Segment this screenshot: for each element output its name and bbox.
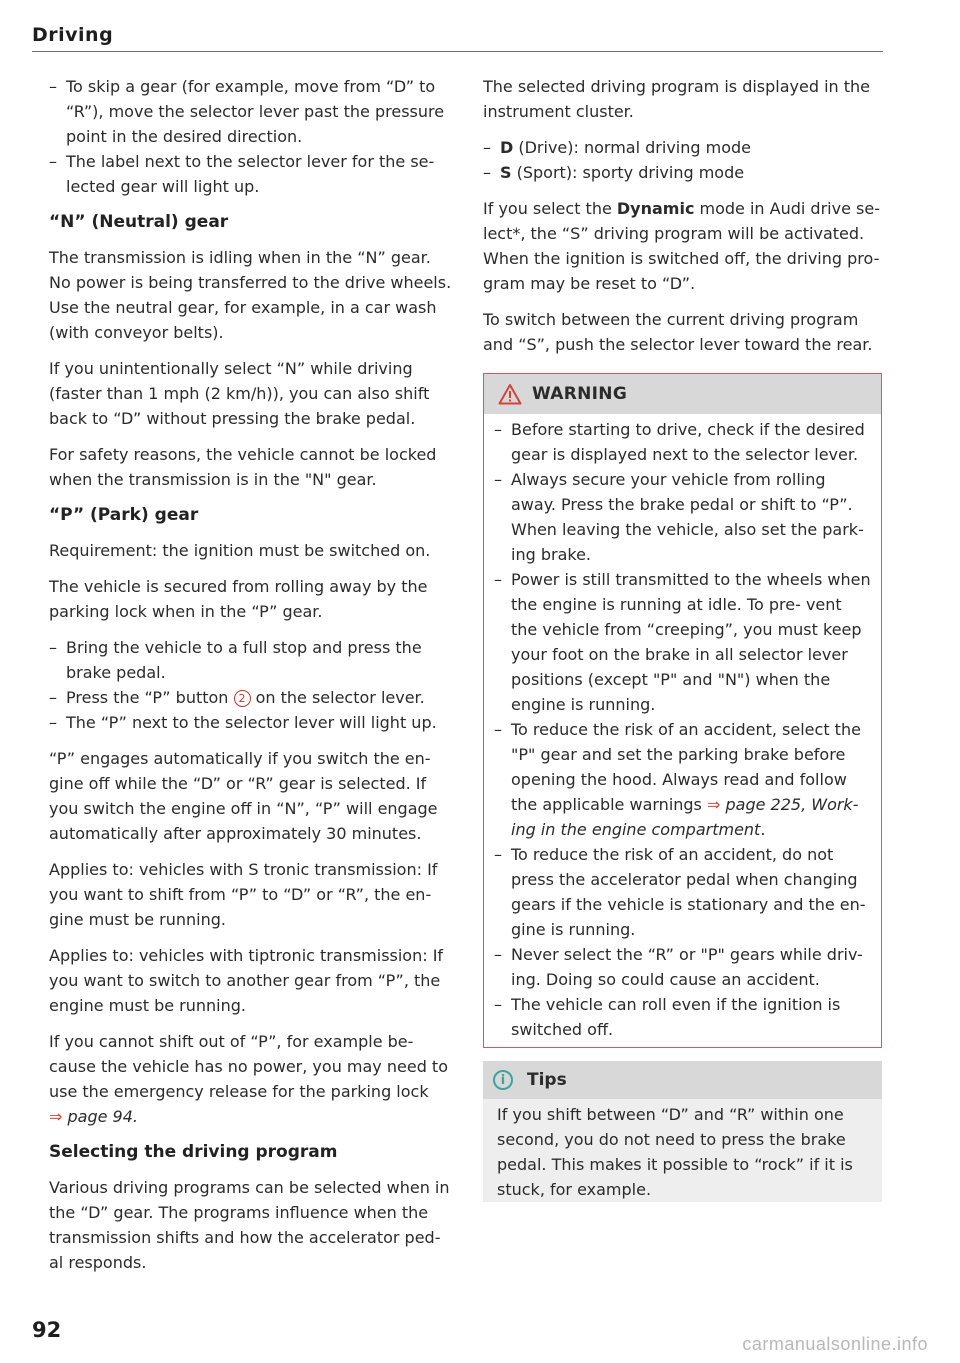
dash-bullet: –: [494, 570, 502, 589]
tips-header: [483, 1061, 882, 1099]
paragraph: The vehicle is secured from rolling away by the parking lock when in the “P” gear.: [49, 577, 428, 621]
list-item: [494, 717, 871, 842]
heading-park-gear: “P” (Park) gear: [49, 505, 199, 525]
paragraph: The transmission is idling when in the “N” gear. No power is being transferred to the drive wheels. Use the neutral gear, for example, in a car wash (with conveyor belts).: [49, 248, 452, 342]
dash-bullet: –: [483, 163, 491, 182]
list-item-text: Press the “P” button: [66, 688, 234, 707]
list-item-text: Never select the “R” or "P" gears while driv- ing. Doing so could cause an accident.: [511, 945, 863, 989]
list-item-text: Always secure your vehicle from rolling away. Press the brake pedal or shift to “P”. When leaving the vehicle, also set the park- ing brake.: [511, 470, 864, 564]
info-icon: i: [493, 1070, 513, 1090]
tips-box: [483, 1061, 882, 1202]
heading-neutral-gear: “N” (Neutral) gear: [49, 212, 229, 232]
paragraph: If you unintentionally select “N” while driving (faster than 1 mph (2 km/h)), you can also shift back to “D” without pressing the brake pedal.: [49, 359, 430, 428]
paragraph-text: If you cannot shift out of “P”, for example be- cause the vehicle has no power, you may need to use the emergency release for the parking lock: [49, 1032, 448, 1101]
emphasis-text: Dynamic: [616, 199, 695, 218]
dash-bullet: –: [49, 152, 57, 171]
list-item-text: Power is still transmitted to the wheels when the engine is running at idle. To pre- vent the vehicle from “creeping”, you must keep your foot on the brake in all selector lever positions (except "P" and "N") when the engine is running.: [511, 570, 871, 714]
page-number: 92: [32, 1318, 62, 1342]
list-item: [494, 467, 871, 567]
list-item: [494, 942, 871, 992]
list-item-text: The “P” next to the selector lever will light up.: [66, 713, 437, 732]
tips-text: If you shift between “D” and “R” within one second, you do not need to press the brake pedal. This makes it possible to “rock” if it is stuck, for example.: [497, 1105, 853, 1199]
dash-bullet: –: [494, 845, 502, 864]
paragraph: Various driving programs can be selected when in the “D” gear. The programs influence when the transmission shifts and how the accelerator ped- al responds.: [49, 1178, 450, 1272]
list-item: [49, 635, 453, 685]
paragraph: “P” engages automatically if you switch the en- gine off while the “D” or “R” gear is selected. If you switch the engine off in “N”, “P” will engage automatically after approximately 30 minutes.: [49, 749, 438, 843]
list-item-text: (Sport): sporty driving mode: [511, 163, 745, 182]
list-item-text: on the selector lever.: [250, 688, 425, 707]
dash-bullet: –: [483, 138, 491, 157]
list-item-text: (Drive): normal driving mode: [513, 138, 751, 157]
paragraph: To switch between the current driving program and “S”, push the selector lever toward the rear.: [483, 310, 873, 354]
list-item: [483, 160, 885, 185]
warning-header: [484, 374, 881, 414]
watermark: carmanualsonline.info: [742, 1334, 928, 1354]
page-reference-link[interactable]: page 225, Work- ing in the engine compartment: [511, 795, 859, 839]
section-title: Driving: [32, 24, 114, 46]
header-divider: [32, 51, 883, 52]
list-item: [494, 992, 871, 1042]
paragraph: [483, 196, 885, 296]
paragraph-text: mode in Audi drive se- lect*, the “S” driving program will be activated. When the ignition is switched off, the driving pro- gram may be reset to “D”.: [483, 199, 880, 293]
arrow-icon: ⇒: [706, 795, 721, 814]
dash-bullet: –: [494, 470, 502, 489]
list-item: [49, 710, 453, 735]
dash-bullet: –: [494, 420, 502, 439]
mode-letter: S: [500, 163, 512, 182]
list-item: [49, 685, 453, 710]
paragraph: Applies to: vehicles with tiptronic transmission: If you want to switch to another gear from “P”, the engine must be running.: [49, 946, 444, 1015]
warning-title: WARNING: [532, 384, 628, 404]
list-item: [483, 135, 885, 160]
list-item-text: To reduce the risk of an accident, do not press the accelerator pedal when changing gears if the vehicle is stationary and the en- gine is running.: [511, 845, 866, 939]
park-steps-list: [49, 635, 453, 735]
warning-list: [484, 414, 881, 1042]
list-item-text: To reduce the risk of an accident, select the "P" gear and set the parking brake before opening the hood. Always read and follow the applicable warnings: [511, 720, 861, 814]
dash-bullet: –: [49, 713, 57, 732]
list-item-text: The label next to the selector lever for the se- lected gear will light up.: [66, 152, 435, 196]
paragraph: The selected driving program is displayed in the instrument cluster.: [483, 77, 871, 121]
arrow-icon: ⇒: [49, 1107, 63, 1126]
dash-bullet: –: [49, 688, 57, 707]
program-list: [483, 135, 885, 185]
list-item-text: The vehicle can roll even if the ignition is switched off.: [511, 995, 841, 1039]
paragraph: Applies to: vehicles with S tronic transmission: If you want to shift from “P” to “D” or “R”, the en- gine must be running.: [49, 860, 438, 929]
paragraph-text: If you select the: [483, 199, 617, 218]
mode-letter: D: [500, 138, 514, 157]
list-item: [494, 567, 871, 717]
dash-bullet: –: [494, 945, 502, 964]
list-item: [49, 74, 453, 149]
paragraph: Requirement: the ignition must be switched on.: [49, 541, 431, 560]
list-item: [494, 417, 871, 467]
left-column: [49, 74, 453, 1286]
list-item: [49, 149, 453, 199]
warning-box: [483, 373, 882, 1048]
tips-title: Tips: [527, 1070, 567, 1090]
list-item-text: To skip a gear (for example, move from “D” to “R”), move the selector lever past the pressure point in the desired direction.: [66, 77, 445, 146]
list-item-text: .: [760, 820, 766, 839]
dash-bullet: –: [49, 638, 57, 657]
paragraph: For safety reasons, the vehicle cannot be locked when the transmission is in the "N" gear.: [49, 445, 437, 489]
list-item-text: Bring the vehicle to a full stop and press the brake pedal.: [66, 638, 422, 682]
page-reference-link[interactable]: page 94.: [67, 1107, 138, 1126]
heading-driving-program: Selecting the driving program: [49, 1142, 338, 1162]
dash-bullet: –: [494, 995, 502, 1014]
intro-list: [49, 74, 453, 199]
dash-bullet: –: [494, 720, 502, 739]
list-item-text: Before starting to drive, check if the desired gear is displayed next to the selector lever.: [511, 420, 865, 464]
right-column: [483, 74, 885, 368]
list-item: [494, 842, 871, 942]
dash-bullet: –: [49, 77, 57, 96]
callout-number-icon: 2: [234, 690, 251, 707]
paragraph: [49, 1029, 453, 1129]
warning-triangle-icon: [498, 383, 522, 405]
